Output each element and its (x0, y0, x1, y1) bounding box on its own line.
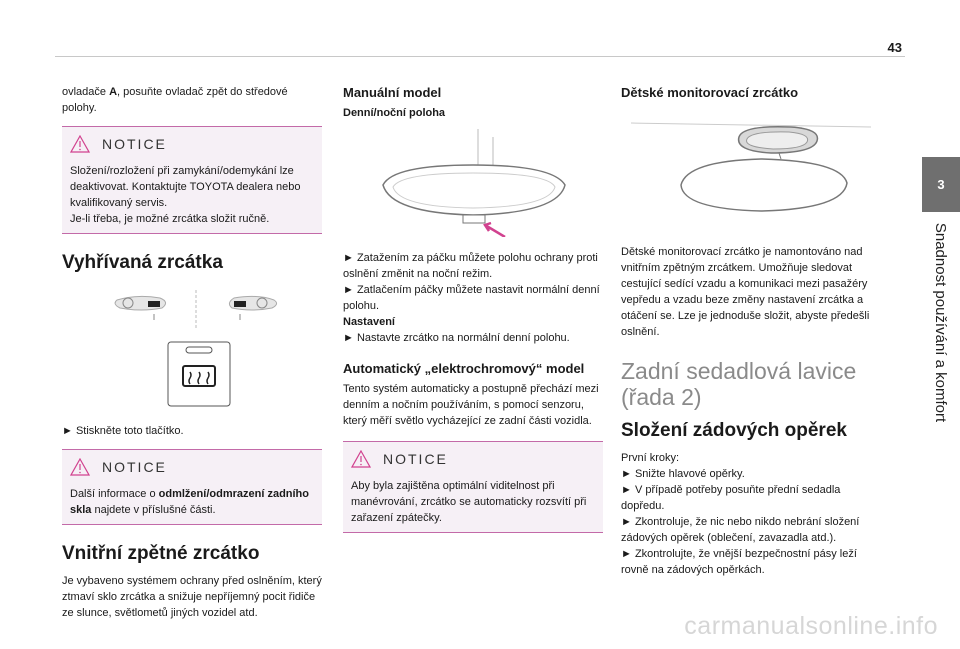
child-mirror-text: Dětské monitorovací zrcátko je namontováno nad vnitřním zpětným zrcátkem. Umožňuje sledovat cestující sedící vzadu a komunikaci mezi pasažéry vepředu a vzadu beze změny nastavení zrcátka a otáčení se. Lze je jednoduše složit, abyste předešli oslnění. (621, 246, 870, 338)
fold-backrest-heading: Složení zádových opěrek (621, 420, 847, 441)
fold-step-4: ► Zkontrolujte, že vnější bezpečnostní pásy leží rovně na zádových opěrkách. (621, 548, 857, 576)
warning-icon (70, 135, 90, 153)
notice-body-2: Je-li třeba, je možné zrcátka složit ručně. (70, 213, 270, 225)
first-steps: První kroky: (621, 452, 680, 464)
notice-post: najdete v příslušné části. (91, 504, 216, 516)
notice-bold: odmlžení/odmrazení zadního skla (70, 488, 309, 516)
top-rule (55, 56, 905, 57)
notice-title: NOTICE (383, 451, 448, 467)
day-night-heading: Denní/noční poloha (343, 107, 446, 119)
rear-bench-heading: Zadní sedadlová lavice (řada 2) (621, 358, 857, 410)
watermark: carmanualsonline.info (684, 612, 938, 640)
child-mirror-illustration (621, 105, 881, 225)
setting-heading: Nastavení (343, 316, 395, 328)
chapter-tab[interactable]: 3 (922, 157, 960, 212)
intro-pre: ovladače (62, 86, 110, 98)
page-number: 43 (887, 40, 902, 55)
notice-pre: Další informace o (70, 488, 159, 500)
warning-icon (351, 450, 371, 468)
manual-model-heading: Manuální model (343, 85, 442, 100)
step-2: ► Zatlačením páčky můžete nastavit normální denní polohu. (343, 284, 600, 312)
notice-title: NOTICE (102, 136, 167, 152)
chapter-title (924, 214, 958, 430)
notice-box-1 (62, 126, 322, 234)
column-2 (343, 84, 603, 533)
notice-title: NOTICE (102, 459, 167, 475)
heated-mirrors-heading: Vyhřívaná zrcátka (62, 252, 223, 273)
notice-body (70, 486, 314, 518)
auto-model-text: Tento systém automaticky a postupně přechází mezi denním a nočním používáním, s pomocí senzoru, který měří světlo vycházející ze zadní části vozidla. (343, 383, 599, 427)
side-mirrors-illustration (62, 288, 322, 333)
intro-post: , posuňte ovladač zpět do středové polohy. (62, 86, 288, 114)
chapter-title-text: Snadnost používání a komfort (932, 222, 950, 422)
notice-box-3 (343, 441, 603, 533)
auto-model-heading: Automatický „elektrochromový“ model (343, 361, 585, 376)
notice-box-2 (62, 449, 322, 525)
column-1 (62, 84, 322, 627)
step-3: ► Nastavte zrcátko na normální denní polohu. (343, 332, 570, 344)
interior-mirror-heading: Vnitřní zpětné zrcátko (62, 543, 260, 564)
warning-icon (70, 458, 90, 476)
step-1: ► Zatažením za páčku můžete polohu ochrany proti oslnění změnit na noční režim. (343, 252, 598, 280)
heated-step: ► Stiskněte toto tlačítko. (62, 425, 184, 437)
intro-bold: A (109, 86, 118, 98)
rearview-mirror-illustration (343, 127, 603, 237)
notice-body: Aby byla zajištěna optimální viditelnost při manévrování, zrcátko se automaticky rozsvítí při zařazení zpátečky. (351, 480, 587, 524)
interior-mirror-text: Je vybaveno systémem ochrany před oslněním, který ztmaví sklo zrcátka a snižuje nepříjemný pocit řidiče ze slunce, světlometů jiných vozidel atd. (62, 575, 322, 619)
defog-button-icon (62, 340, 322, 410)
fold-step-3: ► Zkontroluje, že nic nebo nikdo nebrání složení zádových opěrek (oblečení, zavazadla atd.). (621, 516, 860, 544)
fold-step-2: ► V případě potřeby posuňte přední sedadla dopředu. (621, 484, 841, 512)
fold-step-1: ► Snižte hlavové opěrky. (621, 468, 745, 480)
notice-body: Složení/rozložení při zamykání/odemykání lze deaktivovat. Kontaktujte TOYOTA dealera nebo kvalifikovaný servis. (70, 165, 301, 209)
child-mirror-heading: Dětské monitorovací zrcátko (621, 85, 799, 100)
intro-text (62, 84, 322, 116)
column-3 (621, 84, 881, 584)
